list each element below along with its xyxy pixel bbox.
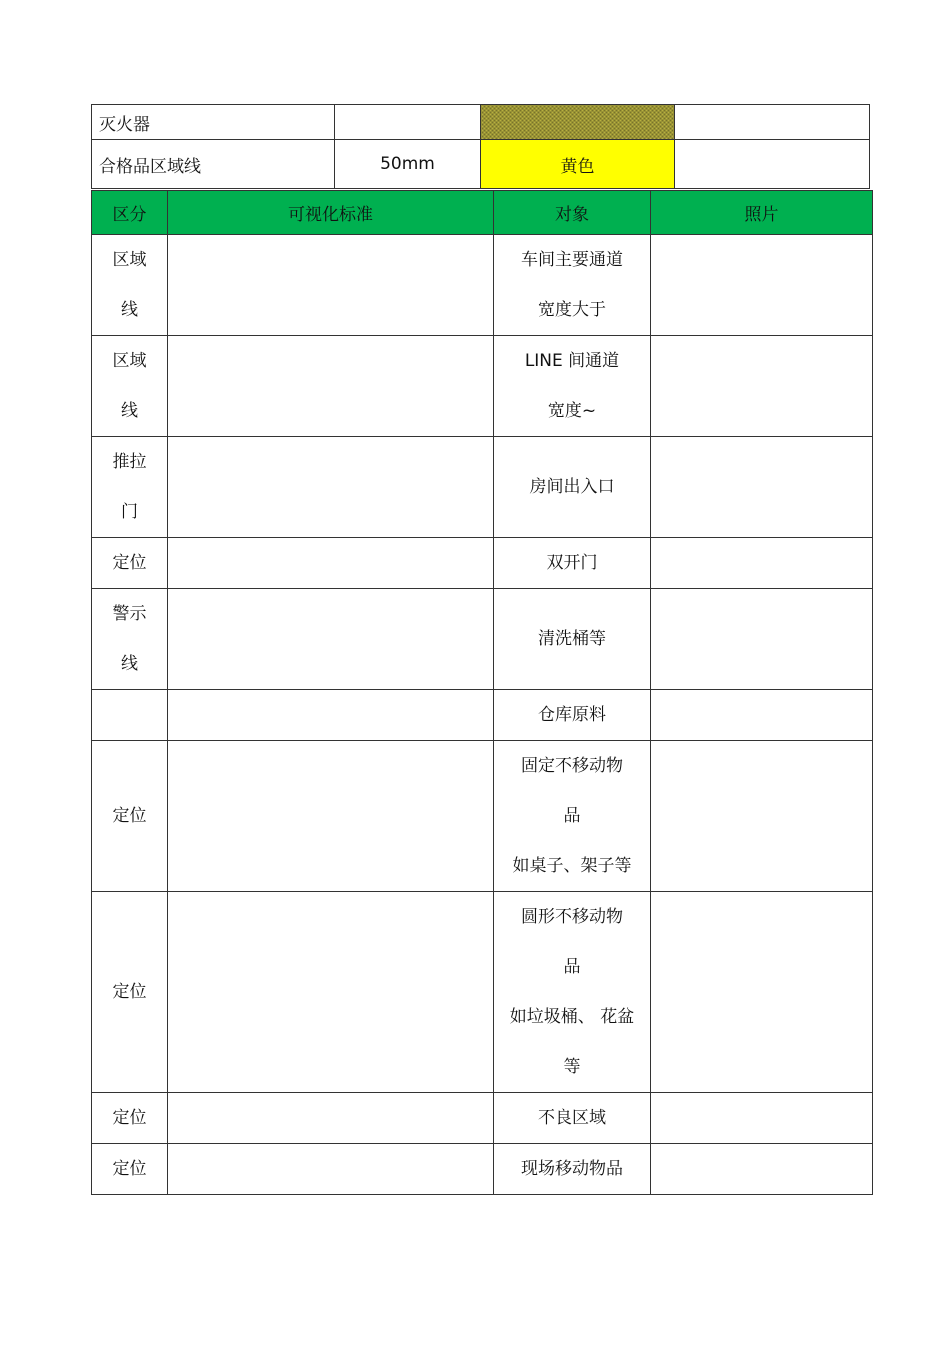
photo-cell [651,235,873,336]
photo-cell [675,105,870,140]
object-cell-line: 不良区域 [538,1108,606,1128]
object-cell-line: 固定不移动物 [521,756,623,776]
table-row [92,892,873,1093]
category-cell-line: 区域 [112,351,147,371]
photo-cell [651,690,873,741]
standard-cell [168,589,494,690]
header-photo: 照片 [651,191,873,235]
table-row [92,437,873,538]
object-cell-line: 车间主要通道 [521,250,623,270]
object-cell-line: 清洗桶等 [538,629,606,649]
category-cell [92,1093,168,1144]
object-cell-line: 房间出入口 [529,477,615,497]
category-cell [92,437,168,538]
object-cell [494,1144,651,1195]
object-cell-line: 如桌子、架子等 [512,856,632,876]
object-cell-line: 宽度大于 [538,300,606,320]
category-cell [92,892,168,1093]
item-cell: 灭火器 [92,105,335,140]
category-cell-line: 警示 [112,604,147,624]
standard-cell [168,1093,494,1144]
category-cell [92,336,168,437]
width-cell [335,105,481,140]
object-cell [494,437,651,538]
photo-cell [651,741,873,892]
table-row [92,140,870,189]
photo-cell [651,1144,873,1195]
photo-cell [651,336,873,437]
object-cell [494,690,651,741]
category-cell [92,589,168,690]
object-cell-line: 仓库原料 [538,705,606,725]
category-cell-line: 门 [121,502,138,522]
object-cell-line: LINE 间通道 [524,351,620,371]
photo-cell [651,437,873,538]
object-cell [494,538,651,589]
category-cell-line: 定位 [112,806,147,826]
table-row [92,538,873,589]
category-cell-line: 定位 [112,553,147,573]
item-cell: 合格品区域线 [92,140,335,189]
standard-cell [168,741,494,892]
object-cell [494,892,651,1093]
table-row [92,1144,873,1195]
category-cell-line: 线 [121,401,138,421]
standard-cell [168,235,494,336]
photo-cell [651,538,873,589]
category-cell-line: 线 [121,300,138,320]
table-row [92,336,873,437]
category-cell-line: 区域 [112,250,147,270]
width-cell: 50mm [335,140,481,189]
table-row [92,741,873,892]
standard-cell [168,538,494,589]
object-cell [494,336,651,437]
table-row [92,589,873,690]
table-row [92,690,873,741]
object-cell [494,589,651,690]
color-swatch-patterned [481,105,675,140]
category-cell-line: 定位 [112,1159,147,1179]
header-object: 对象 [494,191,651,235]
color-cell: 黄色 [481,140,675,189]
object-cell-line: 品 [563,806,581,826]
object-cell-line: 等 [563,1057,581,1077]
table-row [92,1093,873,1144]
object-cell-line: 圆形不移动物 [521,907,623,927]
standard-cell [168,690,494,741]
photo-cell [651,589,873,690]
table-row [92,235,873,336]
photo-cell [651,892,873,1093]
standard-cell [168,336,494,437]
category-cell [92,690,168,741]
standard-cell [168,1144,494,1195]
category-cell [92,235,168,336]
category-cell-line: 定位 [112,982,147,1002]
object-cell [494,235,651,336]
category-cell-line: 线 [121,654,138,674]
object-cell-line: 现场移动物品 [521,1159,623,1179]
table-row [92,105,870,140]
category-cell-line: 推拉 [112,452,147,472]
header-row [92,191,873,235]
category-cell [92,538,168,589]
table-body [92,235,873,1195]
object-cell-line: 双开门 [546,553,598,573]
standard-cell [168,437,494,538]
standard-cell [168,892,494,1093]
category-cell-line: 定位 [112,1108,147,1128]
header-category: 区分 [92,191,168,235]
object-cell-line: 宽度~ [547,401,597,421]
visual-standard-table [91,190,873,1195]
category-cell [92,741,168,892]
header-standard: 可视化标准 [168,191,494,235]
photo-cell [675,140,870,189]
object-cell-line: 如垃圾桶、 花盆 [509,1007,635,1027]
object-cell [494,1093,651,1144]
category-cell [92,1144,168,1195]
top-table [91,104,870,189]
photo-cell [651,1093,873,1144]
object-cell [494,741,651,892]
object-cell-line: 品 [563,957,581,977]
